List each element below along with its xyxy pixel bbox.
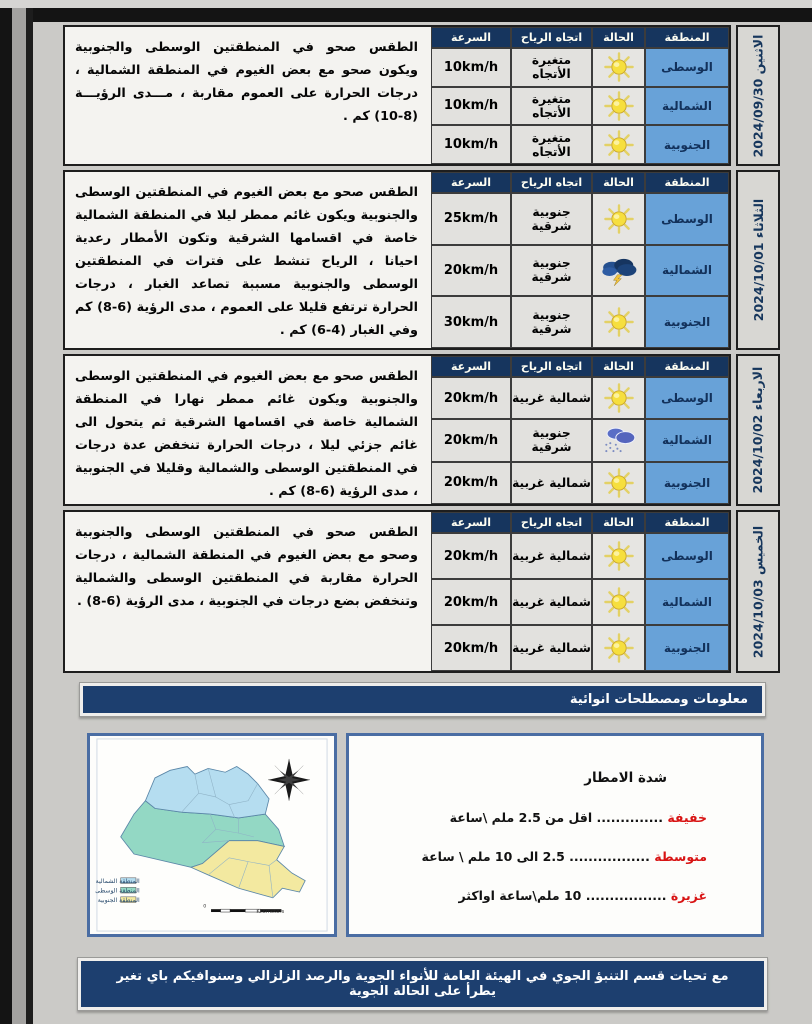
wind-speed-cell: 30km/h bbox=[431, 296, 511, 348]
col-header-condition: الحالة bbox=[592, 356, 645, 377]
scan-border-left-inner bbox=[26, 8, 33, 1024]
wind-direction-cell: شمالية غربية bbox=[511, 377, 592, 419]
rain-level-value: ................. 2.5 الى 10 ملم \ ساعة bbox=[421, 849, 655, 864]
col-header-region: المنطقة bbox=[645, 172, 729, 193]
forecast-section-tuesday bbox=[63, 170, 780, 350]
sunny-icon bbox=[600, 90, 638, 122]
forecast-section-monday bbox=[63, 25, 780, 166]
day-label: الاثنين 2024/09/30 bbox=[750, 34, 766, 157]
scan-border-top bbox=[0, 8, 812, 22]
forecast-table bbox=[431, 27, 729, 164]
wind-direction-cell: شمالية غربية bbox=[511, 462, 592, 504]
forecast-summary: الطقس صحو في المنطقتين الوسطى والجنوبية وصحو مع بعض الغيوم في المنطقة الشمالية ، درجات الحرارة مقاربة في المنطقتين الوسطى والشمالية وتنخفض بضع درجات في الجنوبية ، مدى الرؤية (6-8) . bbox=[65, 512, 431, 671]
forecast-summary: الطقس صحو في المنطقتين الوسطى والجنوبية ويكون صحو مع بعض الغيوم في المنطقة الشمالية ، درجات الحرارة على العموم مقاربة ، مـــدى الرؤيـــة (8-10) كم . bbox=[65, 27, 431, 164]
wind-direction-cell: جنوبية شرقية bbox=[511, 419, 592, 461]
wind-direction-cell: جنوبية شرقية bbox=[511, 193, 592, 245]
rain-intensity-item bbox=[349, 888, 707, 903]
wind-direction-cell: شمالية غربية bbox=[511, 579, 592, 625]
sunny-icon bbox=[600, 129, 638, 161]
col-header-condition: الحالة bbox=[592, 172, 645, 193]
legend-label-south: المنطقة الجنوبية bbox=[97, 897, 140, 905]
thunderstorm-icon bbox=[600, 254, 638, 286]
wind-direction-cell: متغيرة الأتجاه bbox=[511, 48, 592, 87]
region-cell: الشمالية bbox=[645, 579, 729, 625]
day-label-cell bbox=[736, 354, 780, 506]
region-cell: الشمالية bbox=[645, 87, 729, 126]
day-label: الخميس 2024/10/03 bbox=[750, 525, 766, 658]
region-cell: الوسطى bbox=[645, 533, 729, 579]
day-label-cell bbox=[736, 170, 780, 350]
col-header-speed: السرعة bbox=[431, 512, 511, 533]
day-label: الاربعاء 2024/10/02 bbox=[750, 366, 766, 494]
scale-unit-label: Kilometers bbox=[256, 908, 285, 915]
sunny-icon bbox=[600, 540, 638, 572]
wind-speed-cell: 10km/h bbox=[431, 48, 511, 87]
wind-direction-cell: جنوبية شرقية bbox=[511, 245, 592, 297]
sunny-icon bbox=[600, 51, 638, 83]
col-header-speed: السرعة bbox=[431, 27, 511, 48]
info-banner: معلومات ومصطلحات انوائية bbox=[83, 686, 762, 713]
col-header-wind: اتجاه الرياح bbox=[511, 172, 592, 193]
terms-section bbox=[87, 733, 764, 937]
col-header-wind: اتجاه الرياح bbox=[511, 356, 592, 377]
region-cell: الجنوبية bbox=[645, 125, 729, 164]
wind-direction-cell: شمالية غربية bbox=[511, 625, 592, 671]
day-label: الثلاثاء 2024/10/01 bbox=[750, 198, 766, 322]
region-cell: الجنوبية bbox=[645, 625, 729, 671]
col-header-wind: اتجاه الرياح bbox=[511, 27, 592, 48]
scan-edge-top bbox=[0, 0, 812, 8]
col-header-speed: السرعة bbox=[431, 172, 511, 193]
wind-speed-cell: 20km/h bbox=[431, 533, 511, 579]
forecast-section-wednesday bbox=[63, 354, 780, 506]
forecast-table bbox=[431, 356, 729, 504]
day-label-cell bbox=[736, 510, 780, 673]
scale-start: 0 bbox=[203, 904, 207, 910]
legend-label-central: المنطقة الوسطى bbox=[95, 887, 140, 895]
rain-intensity-item bbox=[349, 810, 707, 825]
weather-bulletin-page bbox=[33, 22, 812, 1024]
rain-cloud-icon bbox=[600, 424, 638, 456]
day-label-cell bbox=[736, 25, 780, 166]
col-header-speed: السرعة bbox=[431, 356, 511, 377]
legend-label-north: المنطقة الشمالية bbox=[95, 878, 140, 886]
wind-direction-cell: متغيرة الأتجاه bbox=[511, 87, 592, 126]
iraq-regions-map bbox=[92, 738, 332, 932]
rain-level-label: متوسطة bbox=[654, 849, 707, 864]
scan-border-left bbox=[0, 8, 12, 1024]
sunny-icon bbox=[600, 586, 638, 618]
forecast-table bbox=[431, 172, 729, 348]
wind-speed-cell: 20km/h bbox=[431, 419, 511, 461]
rain-intensity-title: شدة الامطار bbox=[584, 770, 667, 786]
footer-banner: مع تحيات قسم التنبؤ الجوي في الهيئة العامة للأنواء الجوية والرصد الزلزالي وسنوافيكم باي تغير يطرأ على الحالة الجوية bbox=[81, 961, 764, 1007]
wind-speed-cell: 20km/h bbox=[431, 245, 511, 297]
col-header-wind: اتجاه الرياح bbox=[511, 512, 592, 533]
region-cell: الوسطى bbox=[645, 377, 729, 419]
rain-level-value: .............. اقل من 2.5 ملم \ساعة bbox=[449, 810, 668, 825]
wind-speed-cell: 20km/h bbox=[431, 462, 511, 504]
info-banner-frame bbox=[79, 682, 766, 717]
forecast-summary: الطقس صحو مع بعض الغيوم في المنطقتين الوسطى والجنوبية ويكون غائم ممطر ليلا في المنطقة الشمالية خاصة في اقسامها الشرقية وتكون الأمطار رعدية احيانا ، الرياح تنشط على فترات في المنطقتين الوسطى والجنوبية مسببة تصاعد الغبار ، درجات الحرارة ترتفع قليلا على العموم ، مدى الرؤية (6-8) كم وفي الغبار (4-6) كم . bbox=[65, 172, 431, 348]
wind-speed-cell: 20km/h bbox=[431, 625, 511, 671]
region-cell: الوسطى bbox=[645, 193, 729, 245]
region-cell: الشمالية bbox=[645, 419, 729, 461]
col-header-region: المنطقة bbox=[645, 27, 729, 48]
region-cell: الجنوبية bbox=[645, 296, 729, 348]
region-cell: الجنوبية bbox=[645, 462, 729, 504]
forecast-summary: الطقس صحو مع بعض الغيوم في المنطقتين الوسطى والجنوبية ويكون غائم ممطر نهارا في المنطقة الشمالية خاصة في اقسامها الشرقية ثم يتحول الى غائم جزئي ليلا ، درجات الحرارة تنخفض عدة درجات في المنطقتين الوسطى والشمالية وقليلا في الجنوبية ، مدى الرؤية (6-8) كم . bbox=[65, 356, 431, 504]
region-cell: الوسطى bbox=[645, 48, 729, 87]
rain-level-label: غزيرة bbox=[670, 888, 707, 903]
wind-direction-cell: جنوبية شرقية bbox=[511, 296, 592, 348]
forecast-table bbox=[431, 512, 729, 671]
col-header-condition: الحالة bbox=[592, 512, 645, 533]
wind-speed-cell: 10km/h bbox=[431, 125, 511, 164]
map-box bbox=[87, 733, 337, 937]
rain-intensity-box bbox=[346, 733, 764, 937]
wind-speed-cell: 20km/h bbox=[431, 579, 511, 625]
wind-speed-cell: 25km/h bbox=[431, 193, 511, 245]
rain-intensity-item bbox=[349, 849, 707, 864]
footer-banner-frame bbox=[77, 957, 768, 1011]
sunny-icon bbox=[600, 203, 638, 235]
col-header-region: المنطقة bbox=[645, 356, 729, 377]
sunny-icon bbox=[600, 632, 638, 664]
wind-direction-cell: شمالية غربية bbox=[511, 533, 592, 579]
wind-direction-cell: متغيرة الأتجاه bbox=[511, 125, 592, 164]
col-header-region: المنطقة bbox=[645, 512, 729, 533]
sunny-icon bbox=[600, 467, 638, 499]
scan-border-left-gray bbox=[12, 8, 26, 1024]
rain-level-value: ................. 10 ملم\ساعة اواكثر bbox=[458, 888, 671, 903]
wind-speed-cell: 10km/h bbox=[431, 87, 511, 126]
rain-level-label: خفيفة bbox=[667, 810, 707, 825]
sunny-icon bbox=[600, 306, 638, 338]
sunny-icon bbox=[600, 382, 638, 414]
map-legend bbox=[95, 878, 140, 904]
region-cell: الشمالية bbox=[645, 245, 729, 297]
wind-speed-cell: 20km/h bbox=[431, 377, 511, 419]
col-header-condition: الحالة bbox=[592, 27, 645, 48]
forecast-section-thursday bbox=[63, 510, 780, 673]
